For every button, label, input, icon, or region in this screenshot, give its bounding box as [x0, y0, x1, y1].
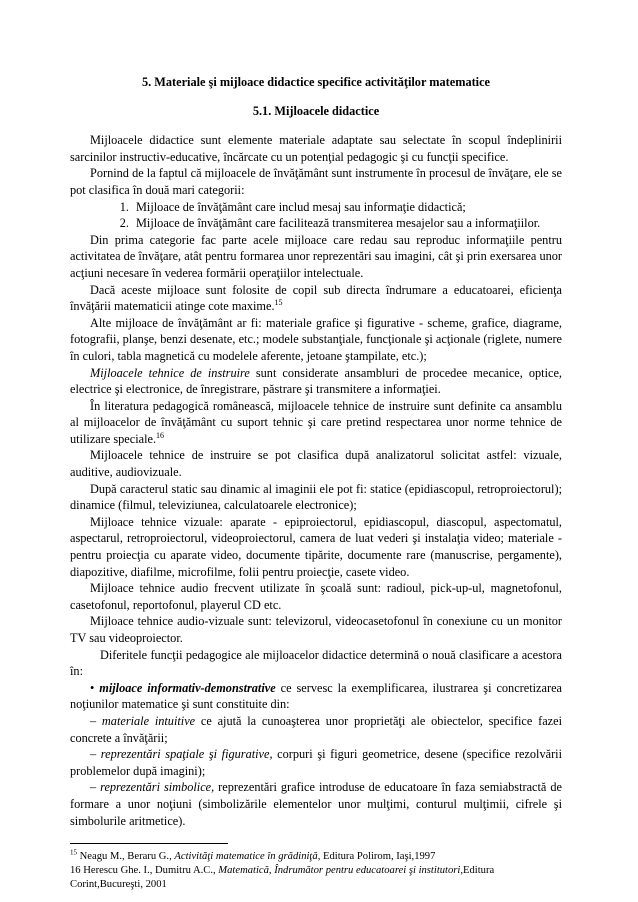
list-item: 1. Mijloace de învăţământ care includ mesaj sau informaţie didactică;: [132, 199, 562, 216]
chapter-title: 5. Materiale şi mijloace didactice specifice activităţilor matematice: [141, 75, 491, 89]
dash-glyph: –: [90, 713, 102, 728]
emphasis-term: materiale intuitive: [101, 713, 196, 728]
paragraph-text: , reprezentări grafice introduse de educatoare în faza semiabstractă de formare a unor noţiuni (simbolizările elementelor unor mulţimi, conturul mulţimii, cifrele şi simbolurile aritmetice).: [70, 780, 562, 828]
bullet-glyph: •: [90, 680, 100, 695]
categories-list: [70, 199, 562, 232]
dash-item-spatial: [70, 746, 562, 779]
footnote-publisher: Editura Corint,Bucureşti, 2001: [70, 865, 495, 891]
paragraph-static-dynamic: După caracterul static sau dinamic al imaginii ele pot fi: statice (epidiascopul, retroproiectorul); dinamice (filmul, televiziunea, calculatoarele electronice);: [70, 481, 562, 513]
list-item: 2. Mijloace de învăţământ care facilitează transmiterea mesajelor sau a informaţiilor.: [132, 215, 562, 232]
section-title: 5.1. Mijloacele didactice: [252, 103, 380, 118]
paragraph-technical-means: [70, 365, 562, 398]
paragraph-functions: Diferitele funcţii pedagogice ale mijloacelor didactice determină o nouă clasificare a acestora în:: [70, 647, 562, 679]
dash-glyph: –: [90, 747, 101, 762]
paragraph-text: corpuri şi figuri geometrice, desene (specifice rezolvării problemelor după imagini);: [70, 747, 562, 778]
paragraph-text: ce ajută la cunoaşterea unor proprietăţi ale obiectelor, specifice fazei concrete a învăţării;: [70, 713, 562, 745]
paragraph-categories-intro: Pornind de la faptul că mijloacele de învăţământ sunt instrumente în procesul de învăţare, ele se pot clasifica în două mari categorii:: [70, 166, 562, 197]
emphasis-term: reprezentări simbolice: [100, 780, 212, 795]
footnote-ref: 16: [156, 430, 165, 440]
footnote-authors: Herescu Ghe. I., Dumitru A.C.,: [80, 865, 219, 877]
footnote-authors: Neagu M., Beraru G.,: [77, 851, 175, 863]
emphasis-term: reprezentări spaţiale şi figurative,: [100, 747, 273, 762]
paragraph-efficiency: [70, 282, 562, 315]
footnote-divider: [70, 843, 228, 844]
bullet-informative: [70, 680, 562, 713]
emphasis-term: mijloace informativ-demonstrative: [99, 680, 276, 695]
footnote-publisher: , Editura Polirom, Iaşi,1997: [317, 851, 436, 863]
footnote-15: [70, 850, 562, 864]
dash-item-intuitive: [70, 713, 562, 746]
footnote-number: 15: [70, 848, 77, 857]
dash-item-symbolic: [70, 779, 562, 829]
paragraph-definition: Mijloacele didactice sunt elemente materiale adaptate sau selectate în scopul îndeplinirii sarcinilor instructiv-educative, încărcate cu un potenţial pedagogic şi cu funcţii specifice.: [70, 133, 562, 164]
paragraph-text: ce servesc la exemplificarea, ilustrarea şi concretizarea noţiunilor matematice şi sunt constituite din:: [70, 680, 562, 712]
page-content: [70, 74, 562, 892]
footnote-16: [70, 864, 562, 892]
paragraph-text: sunt considerate ansambluri de procedee mecanice, optice, electrice şi electronice, de înregistrare, păstrare şi transmitere a informaţiei.: [70, 365, 562, 397]
paragraph-audiovisual-means: Mijloace tehnice audio-vizuale sunt: televizorul, videocasetofonul în conexiune cu un monitor TV sau videoproiector.: [70, 614, 562, 645]
paragraph-text: În literatura pedagogică românească, mijloacele tehnice de instruire sunt definite ca ansamblu al mijloacelor de învăţământ cu suport tehnic şi care pretind respectarea unor norme tehnice de utilizare speciale.: [70, 398, 562, 446]
paragraph-visual-means: Mijloace tehnice vizuale: aparate - epiproiectorul, epidiascopul, diascopul, aspectomatul, aspectarul, retroproiectorul, videoproiectorul, camera de luat vederi şi instalaţia video; materiale - pentru proiecţia cu aparate video, documente tipărite, documente rare (manuscrise, pergamente), diapozitive, diafilme, microfilme, folii pentru proiecţie, casete video.: [70, 514, 562, 579]
footnote-number: 16: [70, 865, 81, 877]
footnote-ref: 15: [274, 298, 283, 308]
paragraph-text: Dacă aceste mijloace sunt folosite de copil sub directa îndrumare a educatoarei, eficienţa învăţării matematicii atinge cote maxime.: [70, 282, 562, 314]
paragraph-classification: Mijloacele tehnice de instruire se pot clasifica după analizatorul solicitat astfel: vizuale, auditive, audiovizuale.: [70, 448, 562, 480]
paragraph-first-category: Din prima categorie fac parte acele mijloace care redau sau reproduc informaţiile pentru activitatea de învăţare, atât pentru formarea unor reprezentări sau imagini, cât şi prin exersarea unor acţiuni necesare în vederea formării operaţiilor intelectuale.: [70, 232, 562, 280]
paragraph-audio-means: Mijloace tehnice audio frecvent utilizate în şcoală sunt: radioul, pick-up-ul, magnetofonul, casetofonul, reportofonul, playerul CD etc.: [70, 581, 562, 612]
dash-glyph: –: [90, 780, 101, 795]
paragraph-literature: [70, 398, 562, 448]
footnote-book-title: Matematică, Îndrumător pentru educatoarei şi institutori,: [218, 865, 464, 877]
footnote-book-title: Activităţi matematice în grădiniţă: [174, 851, 318, 863]
emphasis-term: Mijloacele tehnice de instruire: [90, 365, 250, 380]
paragraph-other-means: Alte mijloace de învăţământ ar fi: materiale grafice şi figurative - scheme, grafice, diagrame, fotografii, planşe, benzi desenate, etc.; modele substanţiale, funcţionale şi acţionale (riglete, numere în culori, tabla magnetică cu modelele aferente, jetoane ştampilate, etc.);: [70, 315, 562, 363]
